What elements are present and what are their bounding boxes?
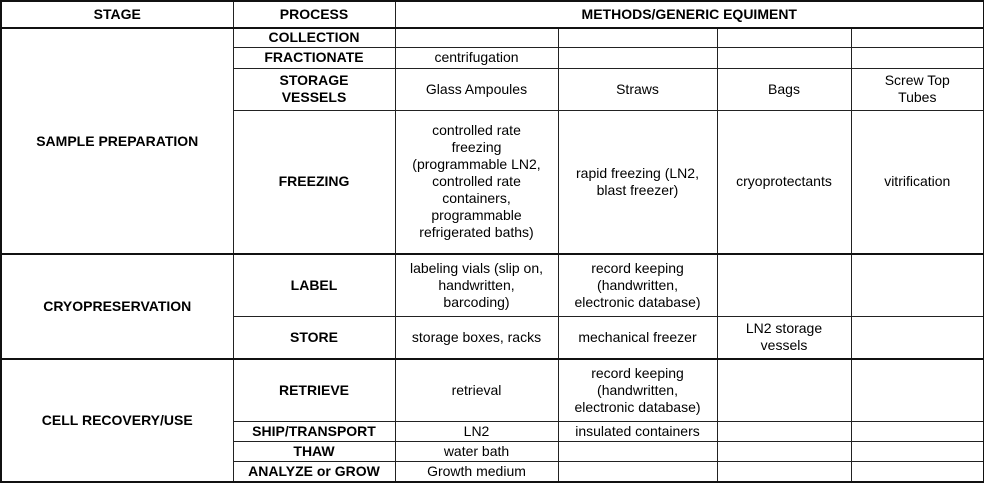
process-freezing: FREEZING <box>233 110 395 254</box>
method-cell <box>558 28 717 47</box>
stage-cell-recovery: CELL RECOVERY/USE <box>1 359 233 482</box>
method-cell: mechanical freezer <box>558 316 717 359</box>
method-cell: controlled rate freezing (programmable LN2, controlled rate containers, programmable refrigerated baths) <box>395 110 558 254</box>
method-cell <box>558 461 717 482</box>
method-cell: cryoprotectants <box>717 110 851 254</box>
method-cell: vitrification <box>851 110 984 254</box>
method-cell <box>717 47 851 68</box>
method-cell: record keeping (handwritten, electronic database) <box>558 359 717 421</box>
method-cell <box>851 421 984 441</box>
process-analyze-or-grow: ANALYZE or GROW <box>233 461 395 482</box>
method-cell: rapid freezing (LN2, blast freezer) <box>558 110 717 254</box>
table-row <box>1 254 984 316</box>
method-cell <box>558 47 717 68</box>
method-cell <box>395 28 558 47</box>
table-row <box>1 28 984 47</box>
method-cell: storage boxes, racks <box>395 316 558 359</box>
process-storage-vessels: STORAGE VESSELS <box>233 68 395 110</box>
process-collection: COLLECTION <box>233 28 395 47</box>
stage-cryopreservation: CRYOPRESERVATION <box>1 254 233 359</box>
method-cell: Bags <box>717 68 851 110</box>
method-cell: Growth medium <box>395 461 558 482</box>
method-cell <box>717 254 851 316</box>
method-cell <box>717 461 851 482</box>
table-row <box>1 359 984 421</box>
method-cell <box>851 461 984 482</box>
method-cell <box>851 359 984 421</box>
method-cell <box>851 441 984 461</box>
method-cell <box>717 359 851 421</box>
process-store: STORE <box>233 316 395 359</box>
process-label: LABEL <box>233 254 395 316</box>
process-thaw: THAW <box>233 441 395 461</box>
method-cell: LN2 <box>395 421 558 441</box>
method-cell: Glass Ampoules <box>395 68 558 110</box>
method-cell: record keeping (handwritten, electronic database) <box>558 254 717 316</box>
method-cell: centrifugation <box>395 47 558 68</box>
method-cell: insulated containers <box>558 421 717 441</box>
method-cell: water bath <box>395 441 558 461</box>
stage-sample-preparation: SAMPLE PREPARATION <box>1 28 233 254</box>
method-cell: Screw Top Tubes <box>851 68 984 110</box>
header-row <box>1 1 984 28</box>
header-process: PROCESS <box>233 1 395 28</box>
header-methods: METHODS/GENERIC EQUIMENT <box>395 1 984 28</box>
process-retrieve: RETRIEVE <box>233 359 395 421</box>
method-cell: Straws <box>558 68 717 110</box>
process-ship-transport: SHIP/TRANSPORT <box>233 421 395 441</box>
process-fractionate: FRACTIONATE <box>233 47 395 68</box>
method-cell <box>851 254 984 316</box>
method-cell: LN2 storage vessels <box>717 316 851 359</box>
method-cell: retrieval <box>395 359 558 421</box>
method-cell <box>851 316 984 359</box>
method-cell: labeling vials (slip on, handwritten, barcoding) <box>395 254 558 316</box>
method-cell <box>717 441 851 461</box>
method-cell <box>717 421 851 441</box>
method-cell <box>851 28 984 47</box>
method-cell <box>558 441 717 461</box>
method-cell <box>717 28 851 47</box>
header-stage: STAGE <box>1 1 233 28</box>
method-cell <box>851 47 984 68</box>
